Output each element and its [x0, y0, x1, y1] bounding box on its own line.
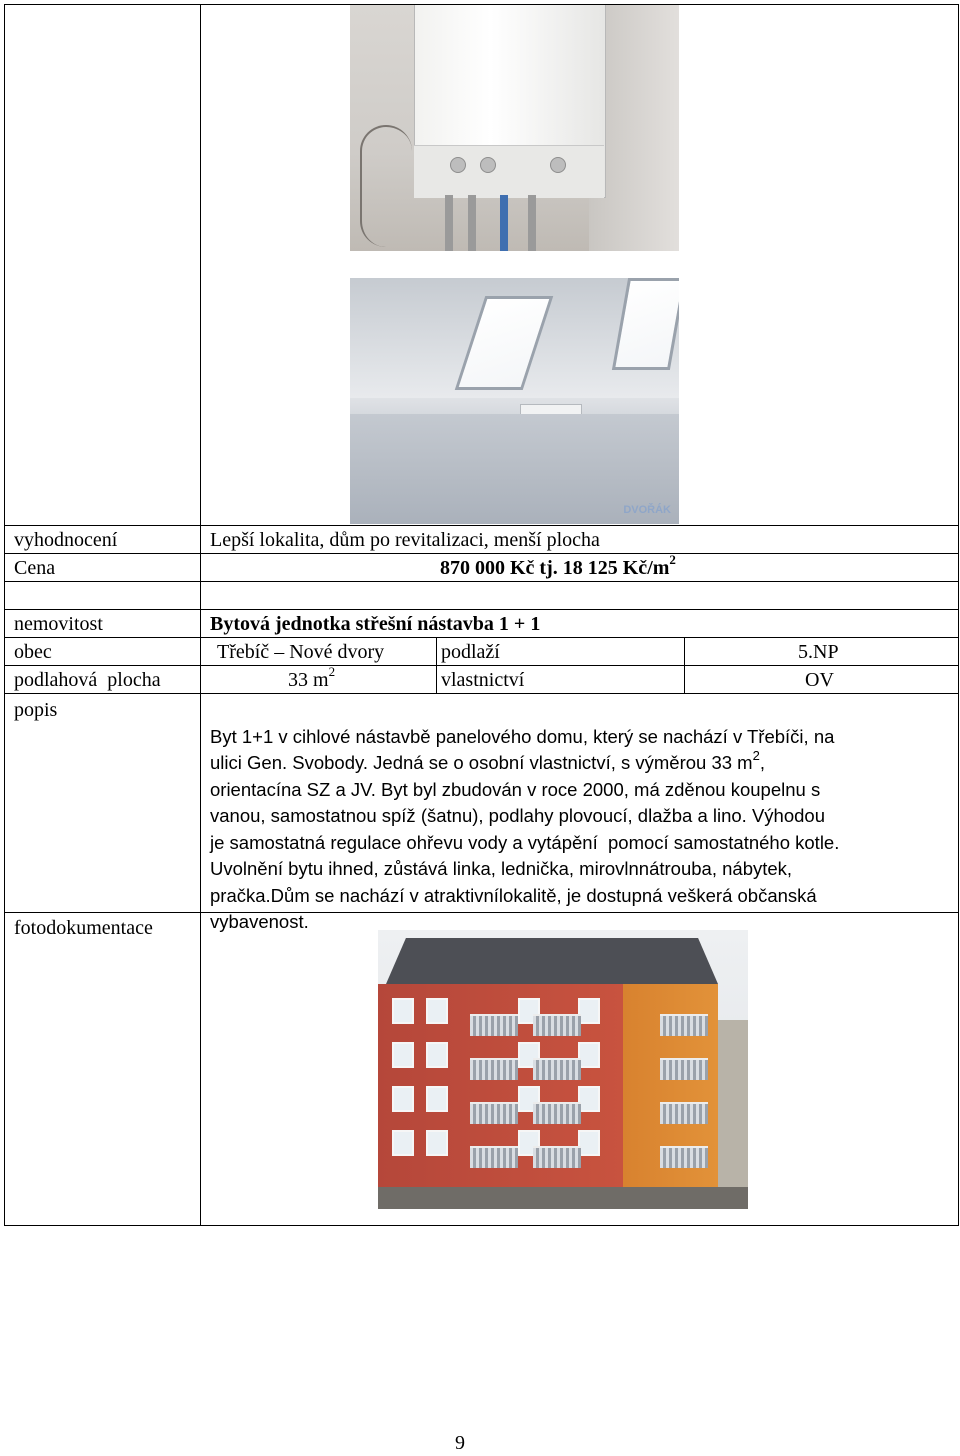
value-vlastnictvi: OV — [805, 669, 834, 691]
popis-text — [210, 697, 839, 962]
popis-line-text: ulici Gen. Svobody. Jedná se o osobní vlastnictví, s výměrou 33 m — [210, 752, 753, 773]
label-podlazi: podlaží — [441, 641, 500, 663]
popis-line-tail: , — [759, 752, 765, 773]
area-text: 33 m — [288, 669, 329, 691]
price-text: 870 000 Kč tj. 18 125 Kč/m — [440, 557, 670, 579]
popis-line: Uvolnění bytu ihned, zůstává linka, lednička, mirovlnnátrouba, nábytek, — [210, 858, 793, 879]
label-vlastnictvi: vlastnictví — [441, 669, 525, 691]
popis-line-sup: 2 — [752, 747, 760, 763]
boiler-photo — [350, 5, 679, 251]
popis-line: pračka.Dům se nachází v atraktivnílokalitě, je dostupná veškerá občanská — [210, 884, 817, 906]
value-plocha — [288, 664, 336, 693]
value-obec: Třebíč – Nové dvory — [217, 641, 385, 663]
popis-line — [210, 747, 839, 777]
page-number: 9 — [455, 1432, 465, 1454]
label-vyhodnoceni: vyhodnocení — [14, 529, 118, 551]
popis-line: vanou, samostatnou spíž (šatnu), podlahy plovoucí, dlažba a lino. Výhodou — [210, 805, 825, 826]
popis-line: Byt 1+1 v cihlové nástavbě panelového domu, který se nachází v Třebíči, na — [210, 725, 835, 747]
photo-watermark: DVOŘÁK — [623, 504, 671, 516]
popis-line: je samostatná regulace ohřevu vody a vytápění pomocí samostatného kotle. — [210, 831, 840, 853]
area-unit-sup: 2 — [328, 664, 336, 680]
label-cena: Cena — [14, 557, 56, 579]
label-fotodokumentace: fotodokumentace — [14, 917, 153, 939]
building-photo — [378, 930, 748, 1209]
price-unit-sup: 2 — [669, 552, 676, 568]
popis-line: orientacína SZ a JV. Byt byl zbudován v roce 2000, má zděnou koupelnu s — [210, 778, 821, 800]
value-nemovitost: Bytová jednotka střešní nástavba 1 + 1 — [210, 613, 541, 635]
value-podlazi: 5.NP — [798, 641, 839, 663]
label-obec: obec — [14, 641, 52, 663]
label-popis: popis — [14, 699, 58, 721]
label-plocha: podlahová plocha — [14, 669, 161, 691]
value-vyhodnoceni: Lepší lokalita, dům po revitalizaci, menší plocha — [210, 529, 600, 551]
popis-line: vybavenost. — [210, 911, 309, 932]
label-nemovitost: nemovitost — [14, 613, 103, 635]
attic-room-photo — [350, 278, 679, 524]
value-cena — [440, 552, 676, 581]
